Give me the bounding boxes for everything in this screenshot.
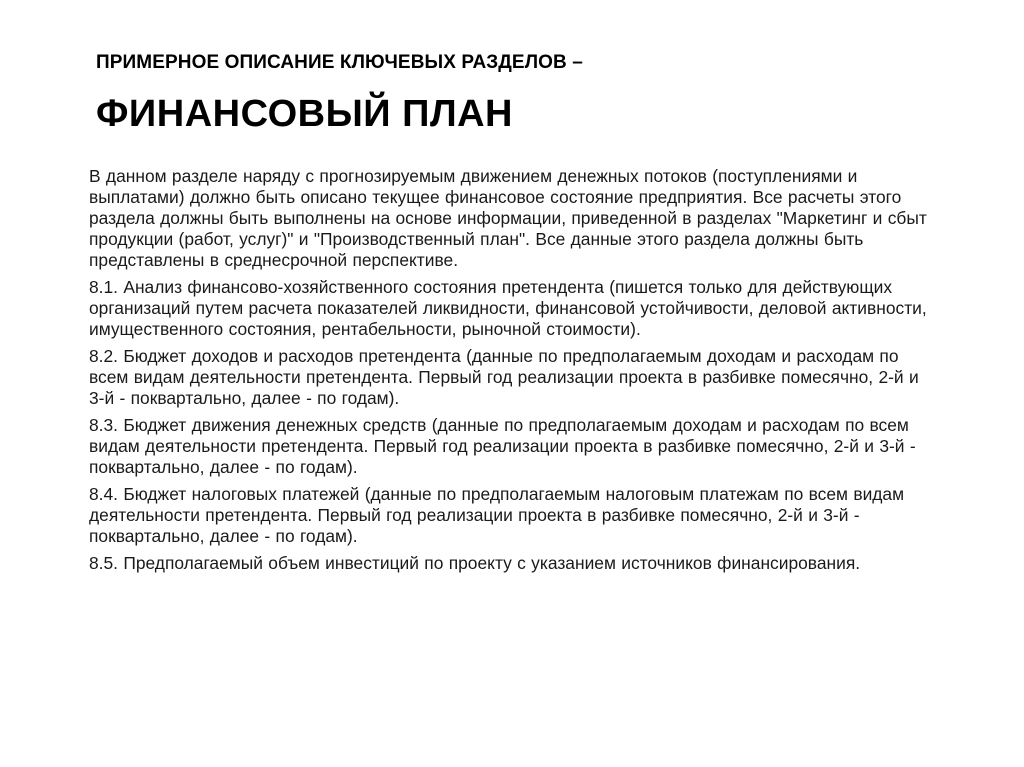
- slide-subtitle: ПРИМЕРНОЕ ОПИСАНИЕ КЛЮЧЕВЫХ РАЗДЕЛОВ –: [96, 52, 583, 73]
- title-block: [96, 50, 936, 136]
- paragraph-8-2: 8.2. Бюджет доходов и расходов претендента (данные по предполагаемым доходам и расходам по всем видам деятельности претендента. Первый год реализации проекта в разбивке помесячно, 2-й и 3-й - поквартально, далее - по годам).: [89, 346, 919, 408]
- slide-body: [89, 166, 939, 580]
- intro-paragraph: В данном разделе наряду с прогнозируемым движением денежных потоков (поступлениями и выплатами) должно быть описано текущее финансовое состояние предприятия. Все расчеты этого раздела должны быть выполнены на основе информации, приведенной в разделах "Маркетинг и сбыт продукции (работ, услуг)" и "Производственный план". Все данные этого раздела должны быть представлены в среднесрочной перспективе.: [89, 166, 927, 270]
- paragraph-8-3: 8.3. Бюджет движения денежных средств (данные по предполагаемым доходам и расходам по всем видам деятельности претендента. Первый год реализации проекта в разбивке помесячно, 2-й и 3-й - поквартально, далее - по годам).: [89, 415, 916, 477]
- paragraph-8-5: 8.5. Предполагаемый объем инвестиций по проекту с указанием источников финансирования.: [89, 553, 861, 573]
- paragraph-8-1: 8.1. Анализ финансово-хозяйственного состояния претендента (пишется только для действующих организаций путем расчета показателей ликвидности, финансовой устойчивости, деловой активности, имущественного состояния, рентабельности, рыночной стоимости).: [89, 277, 927, 339]
- slide-title: ФИНАНСОВЫЙ ПЛАН: [96, 93, 514, 135]
- paragraph-8-4: 8.4. Бюджет налоговых платежей (данные по предполагаемым налоговым платежам по всем видам деятельности претендента. Первый год реализации проекта в разбивке помесячно, 2-й и 3-й - поквартально, далее - по годам).: [89, 484, 905, 546]
